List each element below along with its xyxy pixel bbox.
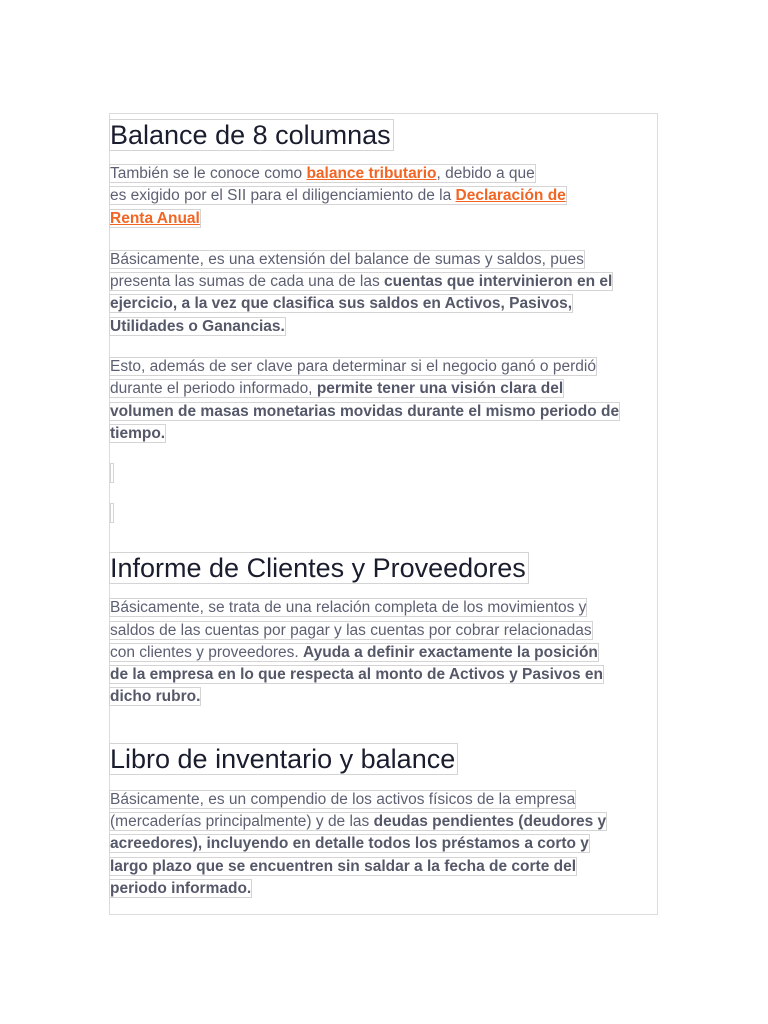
text-line [110, 403, 619, 420]
paragraph-compendio-activos [110, 789, 658, 900]
text-line [110, 425, 165, 442]
bold-text: deudas pendientes (deudores y [373, 813, 607, 831]
text: presenta las sumas de cada una de las [110, 273, 385, 291]
text: Esto, además de ser clave para determinar si el negocio ganó o perdió [110, 358, 596, 376]
heading-informe-clientes-proveedores [110, 549, 658, 587]
empty-block [110, 463, 114, 483]
text: (mercaderías principalmente) y de las [110, 813, 374, 831]
bold-text: acreedores), incluyendo en detalle todos los préstamos a corto y [110, 835, 589, 853]
text: También se le conoce como [110, 165, 307, 182]
text-line [110, 358, 596, 375]
bold-text: de la empresa en lo que respecta al monto de Activos y Pasivos en [110, 666, 604, 684]
text: Básicamente, es una extensión del balance de sumas y saldos, pues [110, 250, 584, 268]
bold-text: permite tener una visión clara del [316, 380, 564, 398]
link-balance-tributario[interactable]: balance tributario [306, 165, 437, 182]
bold-text: Utilidades o Ganancias. [110, 317, 285, 335]
paragraph-vision-clara [110, 356, 658, 445]
document-content [110, 114, 658, 900]
text: saldos de las cuentas por pagar y las cuentas por cobrar relacionadas [110, 621, 592, 639]
text-line [110, 380, 563, 397]
text: durante el periodo informado, [110, 380, 317, 398]
bold-text: dicho rubro. [110, 688, 201, 706]
text: , debido a que [436, 165, 535, 182]
text: Básicamente, es un compendio de los activos físicos de la empresa [110, 790, 576, 808]
paragraph-extension-balance [110, 249, 658, 338]
text-line [110, 791, 575, 808]
text: es exigido por el SII para el diligenciamiento de la [110, 187, 456, 205]
text-line [110, 813, 606, 830]
heading-text: Informe de Clientes y Proveedores [110, 553, 526, 584]
bold-text: Ayuda a definir exactamente la posición [303, 643, 598, 661]
heading-balance-8-columnas [110, 116, 658, 154]
heading-text: Libro de inventario y balance [110, 743, 456, 774]
bold-text: tiempo. [110, 424, 166, 442]
text-line [110, 295, 572, 312]
bold-text: volumen de masas monetarias movidas durante el mismo periodo de [110, 402, 620, 420]
text-line [110, 165, 535, 182]
text-line [110, 187, 566, 204]
paragraph-balance-tributario [110, 163, 658, 230]
text-line [110, 858, 576, 875]
text-line [110, 251, 584, 268]
paragraph-relacion-movimientos [110, 597, 658, 708]
bold-text: cuentas que intervinieron en el [384, 273, 613, 291]
text-line [110, 599, 586, 616]
text-line [110, 318, 285, 335]
text: con clientes y proveedores. [110, 643, 303, 661]
link-declaracion-renta-anual-cont[interactable]: Renta Anual [110, 209, 200, 227]
text-line [110, 835, 589, 852]
heading-text: Balance de 8 columnas [110, 120, 391, 150]
link-declaracion-renta-anual[interactable]: Declaración de [455, 187, 566, 205]
text-line [110, 688, 200, 705]
bold-text: largo plazo que se encuentren sin saldar a la fecha de corte del [110, 857, 577, 875]
heading-libro-inventario-balance [110, 740, 658, 778]
text-line [110, 622, 592, 639]
bold-text: ejercicio, a la vez que clasifica sus saldos en Activos, Pasivos, [110, 295, 573, 313]
text-line [110, 210, 200, 227]
text: Básicamente, se trata de una relación completa de los movimientos y [110, 599, 587, 617]
empty-block [110, 503, 114, 523]
bold-text: periodo informado. [110, 879, 252, 897]
text-line [110, 880, 251, 897]
text-line [110, 644, 598, 661]
text-line [110, 666, 603, 683]
text-line [110, 273, 612, 290]
